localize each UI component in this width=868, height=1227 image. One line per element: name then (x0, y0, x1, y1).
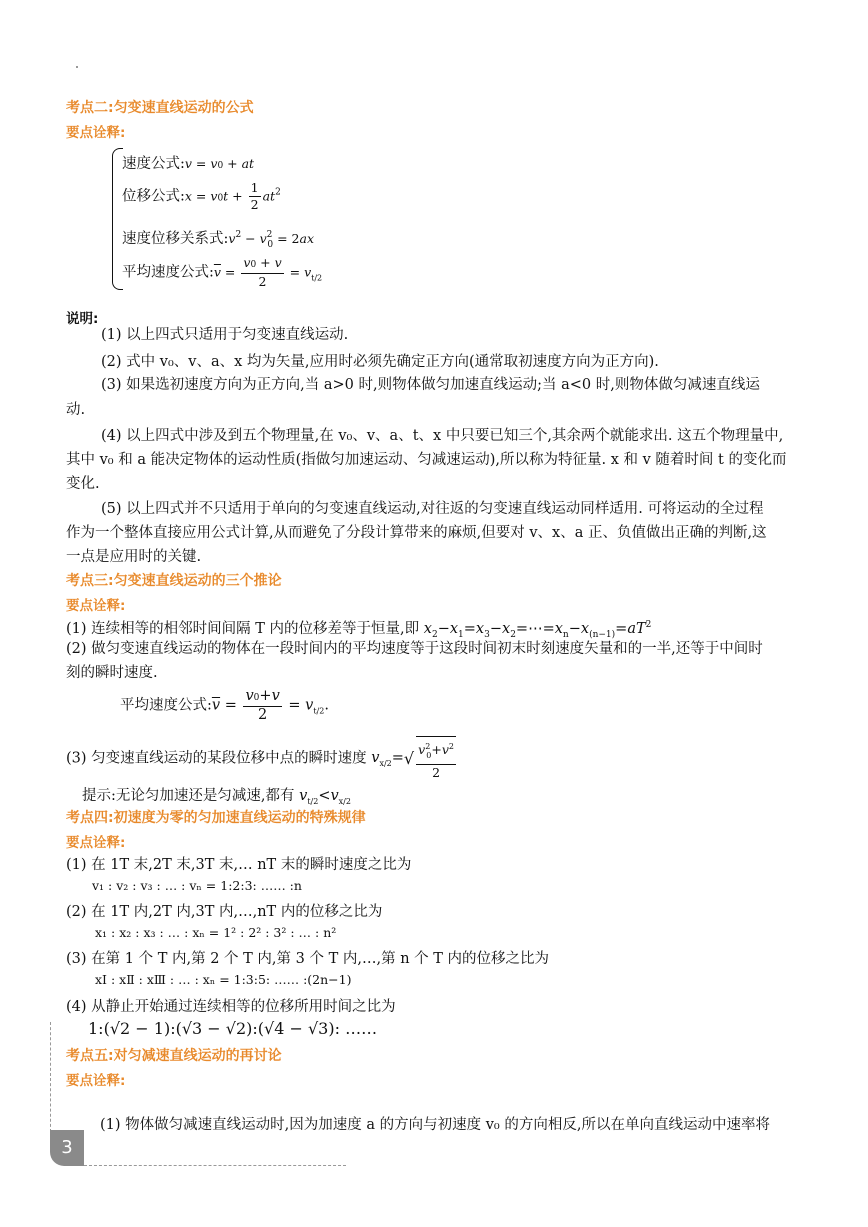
inference-3 (66, 736, 458, 781)
formula-displacement-label: 位移公式: (122, 188, 185, 205)
note-p4a: (4) 以上四式中涉及到五个物理量,在 v₀、v、a、t、x 中只要已知三个,其余两个就能求出. 这五个物理量中, (101, 428, 784, 444)
formula-velocity-label: 速度公式: (122, 156, 185, 172)
rule-1-result: v₁ : v₂ : v₃ : … : vₙ = 1:2:3: …… :n (92, 878, 302, 893)
average-velocity-label: 平均速度公式: (120, 697, 212, 714)
average-velocity-formula: 平均速度公式$:\overline{v}$ = $\frac{v0+v}{2}$ = $v_{t/2}$. (120, 688, 329, 723)
section3-title: 考点三:匀变速直线运动的三个推论 (66, 573, 282, 589)
section4-title: 考点四:初速度为零的匀加速直线运动的特殊规律 (66, 810, 366, 826)
inference-2b: 刻的瞬时速度. (66, 665, 158, 681)
rule-3-result: xⅠ : xⅡ : xⅢ : … : xₙ = 1:3:5: …… :(2n−1) (95, 972, 352, 987)
note-p4c: 变化. (66, 476, 100, 492)
rule-4-result: 1:(√2 − 1):(√3 − √2):(√4 − √3): …… (88, 1019, 378, 1038)
section5-subtitle: 要点诠释: (66, 1073, 126, 1089)
note-p5b: 作为一个整体直接应用公式计算,从而避免了分段计算带来的麻烦,但要对 v、x、a 正、负值做出正确的判断,这 (66, 525, 767, 541)
rule-1: (1) 在 1T 末,2T 末,3T 末,… nT 末的瞬时速度之比为 (66, 857, 412, 873)
section5-title: 考点五:对匀减速直线运动的再讨论 (66, 1048, 282, 1064)
note-p2: (2) 式中 v₀、v、a、x 均为矢量,应用时必须先确定正方向(通常取初速度方向为正方向). (101, 354, 659, 370)
hint-text: 提示:无论匀加速还是匀减速,都有 (82, 788, 295, 804)
formula-average-velocity: 平均速度公式$:\overline{v}$ = $\frac{v0 + v}{2}$ = $v_{t/2}$ (122, 255, 323, 289)
inference-3-text: (3) 匀变速直线运动的某段位移中点的瞬时速度 (66, 750, 367, 767)
hint-line (82, 784, 351, 806)
formula-vd-label: 速度位移关系式: (122, 231, 229, 247)
formula-velocity-displacement: 速度位移关系式$:v^2 - v^2_0 = 2ax$ (122, 230, 315, 250)
page-number: 3 (50, 1130, 84, 1166)
note-title: 说明: (66, 311, 99, 327)
section2-subtitle: 要点诠释: (66, 125, 126, 141)
inference-1-formula: $x_2-x_1=x_3-x_2=\cdots=x_n-x_{(n-1)}=aT^2$ (423, 620, 652, 640)
formula-avg-label: 平均速度公式: (122, 264, 214, 281)
section5-p1: (1) 物体做匀减速直线运动时,因为加速度 a 的方向与初速度 v₀ 的方向相反,所以在单向直线运动中速率将 (100, 1117, 770, 1133)
inference-2a: (2) 做匀变速直线运动的物体在一段时间内的平均速度等于这段时间初末时刻速度矢量和的一半,还等于中间时 (66, 641, 763, 657)
note-p5a: (5) 以上四式并不只适用于单向的匀变速直线运动,对往返的匀变速直线运动同样适用. 可将运动的全过程 (101, 501, 764, 517)
hint-formula: $v_{t/2}<v_{x/2}$ (299, 788, 351, 806)
formula-displacement: 位移公式:x = v0t + $\frac{1}{2}$ $at^2$ (122, 180, 281, 212)
note-p5c: 一点是应用时的关键. (66, 549, 202, 565)
page-dashed-border-vertical (50, 1022, 51, 1132)
note-p3b: 动. (66, 402, 86, 418)
note-p1: (1) 以上四式只适用于匀变速直线运动. (101, 327, 349, 343)
decorative-dot (76, 66, 78, 68)
inference-3-formula: $v_{x/2}=√$ $\frac{v^2_0+v^2}{2}$ (371, 750, 458, 766)
page-dashed-border-horizontal (84, 1165, 346, 1166)
section2-title: 考点二:匀变速直线运动的公式 (66, 100, 254, 116)
rule-3: (3) 在第 1 个 T 内,第 2 个 T 内,第 3 个 T 内,…,第 n 个 T 内的位移之比为 (66, 951, 550, 967)
inference-1-text: (1) 连续相等的相邻时间间隔 T 内的位移差等于恒量,即 (66, 621, 420, 637)
rule-4: (4) 从静止开始通过连续相等的位移所用时间之比为 (66, 999, 396, 1015)
section4-subtitle: 要点诠释: (66, 835, 126, 851)
formula-velocity: 速度公式:v = v0 + at (122, 156, 255, 172)
rule-2-result: x₁ : x₂ : x₃ : … : xₙ = 1² : 2² : 3² : … : n² (95, 925, 337, 940)
rule-2: (2) 在 1T 内,2T 内,3T 内,…,nT 内的位移之比为 (66, 904, 383, 920)
note-p3a: (3) 如果选初速度方向为正方向,当 a>0 时,则物体做匀加速直线运动;当 a<0 时,则物体做匀减速直线运 (101, 377, 760, 393)
section3-subtitle: 要点诠释: (66, 598, 126, 614)
note-p4b: 其中 v₀ 和 a 能决定物体的运动性质(指做匀加速运动、匀减速运动),所以称为特征量. x 和 v 随着时间 t 的变化而 (66, 452, 787, 468)
